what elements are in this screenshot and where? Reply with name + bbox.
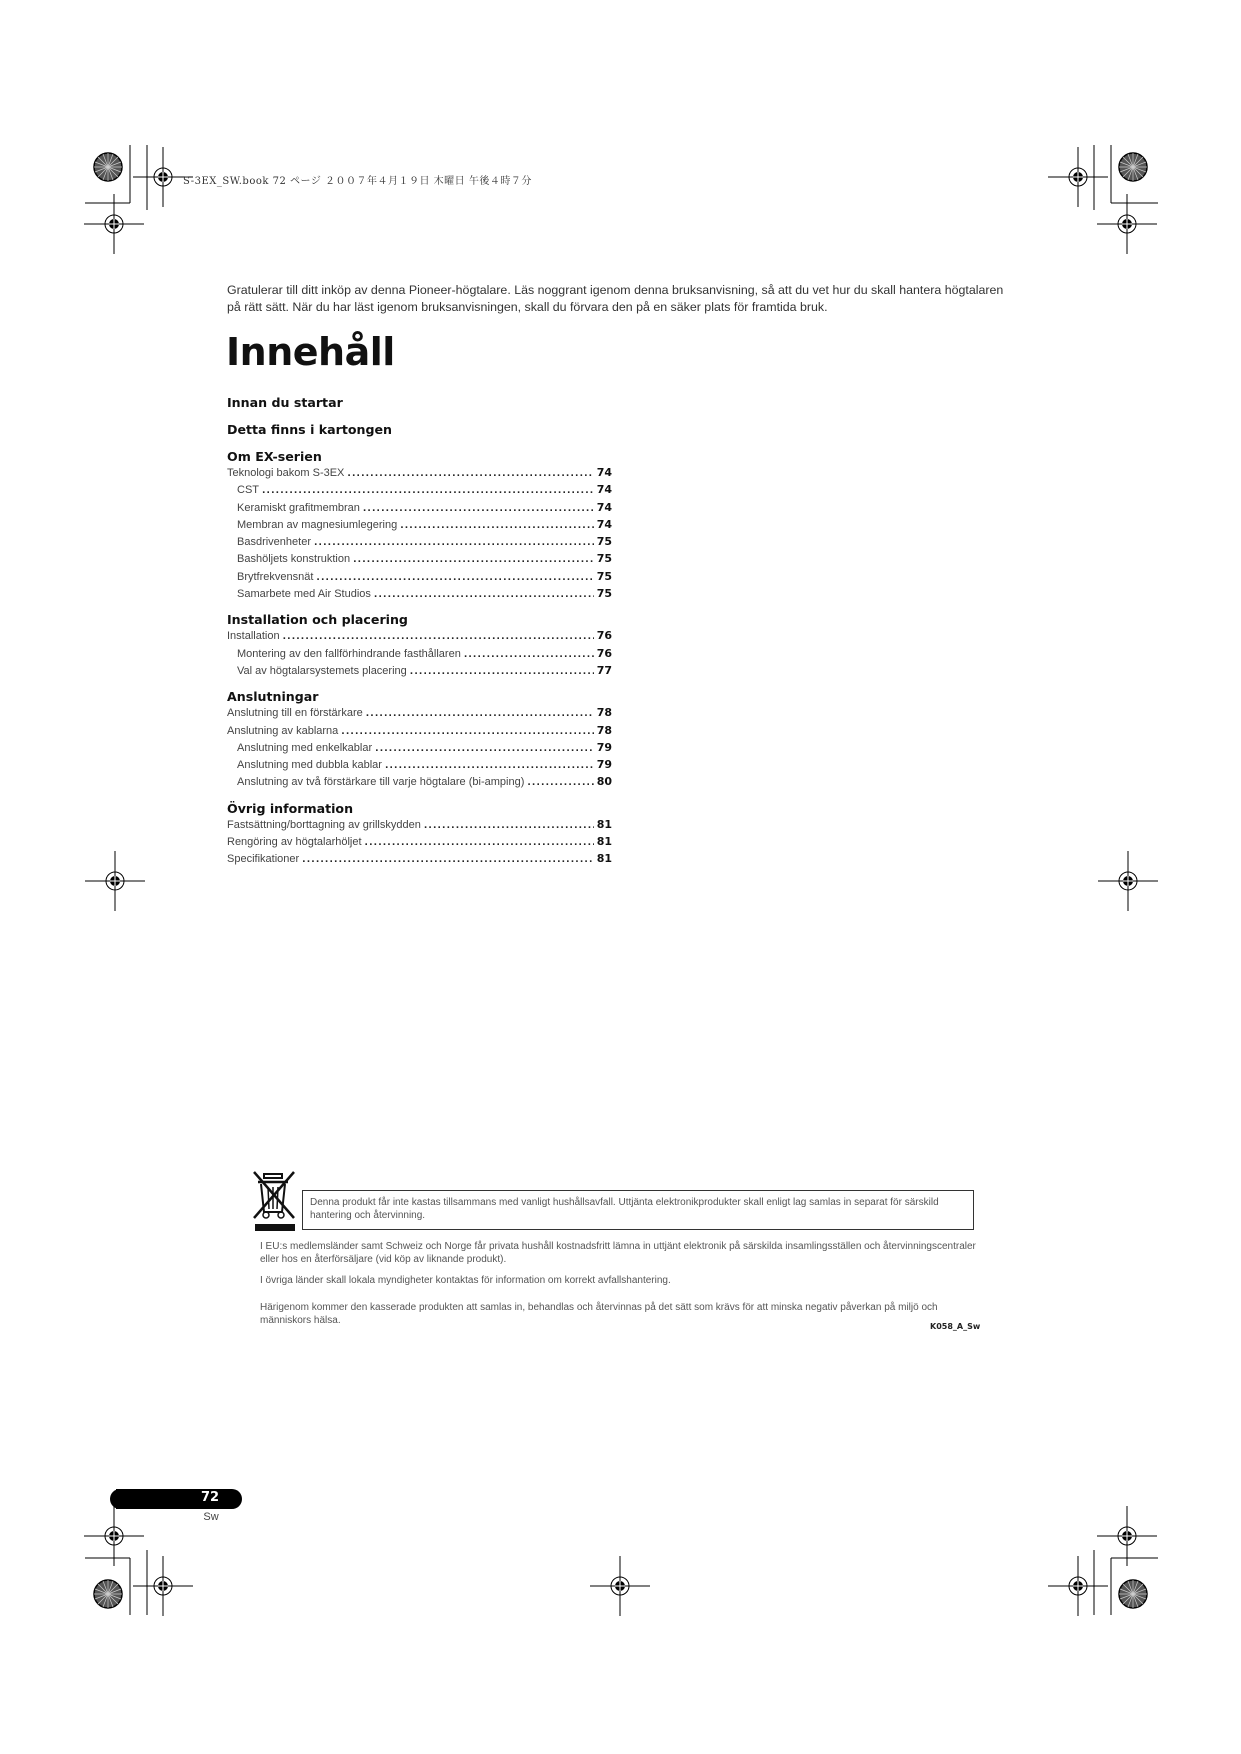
toc-entry-page: 75 <box>596 587 612 601</box>
toc-section-anslutningar <box>227 689 612 791</box>
toc-leader-dots <box>374 588 594 603</box>
toc-section-heading[interactable]: Installation och placering <box>227 612 408 628</box>
toc-leader-dots <box>365 836 594 851</box>
print-header-line: S-3EX_SW.book 72 ページ ２００７年４月１９日 木曜日 午後４時７分 <box>183 176 532 187</box>
toc-entry-page: 79 <box>596 758 612 772</box>
toc-entry-page: 75 <box>596 552 612 566</box>
toc-entry-page: 79 <box>596 740 612 754</box>
toc-leader-dots <box>314 536 594 551</box>
toc-entry[interactable] <box>227 500 612 517</box>
toc-section-heading[interactable]: Detta finns i kartongen <box>227 422 393 437</box>
toc-leader-dots <box>400 519 594 534</box>
toc-entry-label: Anslutning av två förstärkare till varje högtalare (bi-amping) <box>237 776 525 789</box>
toc-section-heading[interactable]: Anslutningar <box>227 689 319 705</box>
toc-entry-page: 75 <box>596 535 612 549</box>
toc-entry[interactable] <box>227 834 612 851</box>
toc-entry-label: Bashöljets konstruktion <box>237 553 351 566</box>
toc-leader-dots <box>262 484 594 499</box>
page-language: Sw <box>203 1511 219 1523</box>
toc-entry-label: Rengöring av högtalarhöljet <box>227 836 362 849</box>
toc-entry-label: Keramiskt grafitmembran <box>237 501 360 514</box>
weee-notice-box: Denna produkt får inte kastas tillsammans med vanligt hushållsavfall. Uttjänta elektronikprodukter skall enligt lag samlas in separat för särskild hantering och återvinning. <box>302 1190 974 1230</box>
toc-leader-dots <box>464 648 594 663</box>
toc-entry[interactable] <box>227 628 612 645</box>
weee-paragraph: I övriga länder skall lokala myndigheter kontaktas för information om korrekt avfallshantering. <box>260 1275 671 1286</box>
toc-entry-page: 78 <box>596 706 612 720</box>
toc-leader-dots <box>385 759 594 774</box>
toc-entry-page: 74 <box>596 500 612 514</box>
page-title: Innehåll <box>226 330 395 374</box>
toc-entry-label: Basdrivenheter <box>237 536 311 549</box>
toc-leader-dots <box>283 630 594 645</box>
toc-section-installation <box>227 612 612 680</box>
toc-entry[interactable] <box>227 482 612 499</box>
toc-leader-dots <box>424 819 594 834</box>
toc-entry-label: Brytfrekvensnät <box>237 570 314 583</box>
page-number: 72 <box>200 1490 220 1505</box>
toc-entry[interactable] <box>227 740 612 757</box>
toc-entry-label: Anslutning med dubbla kablar <box>237 759 382 772</box>
toc-entry-label: Samarbete med Air Studios <box>237 588 371 601</box>
toc-entry-page: 76 <box>596 629 612 643</box>
toc-entry[interactable] <box>227 465 612 482</box>
toc-entry-label: Fastsättning/borttagning av grillskydden <box>227 818 421 831</box>
toc-leader-dots <box>347 467 593 482</box>
toc-leader-dots <box>375 742 594 757</box>
toc-entry-label: Montering av den fallförhindrande fasthållaren <box>237 647 461 660</box>
toc-leader-dots <box>410 665 594 680</box>
toc-entry-page: 81 <box>596 852 612 866</box>
toc-entry[interactable] <box>227 551 612 568</box>
toc-entry[interactable] <box>227 705 612 722</box>
toc-entry-label: Anslutning till en förstärkare <box>227 707 363 720</box>
toc-entry-label: Anslutning av kablarna <box>227 724 339 737</box>
toc-section-heading[interactable]: Övrig information <box>227 800 354 816</box>
toc-entry-page: 80 <box>596 775 612 789</box>
toc-entry[interactable] <box>227 757 612 774</box>
table-of-contents <box>227 395 612 878</box>
toc-entry-label: Val av högtalarsystemets placering <box>237 664 407 677</box>
toc-entry-label: CST <box>237 484 259 497</box>
toc-entry-page: 78 <box>596 723 612 737</box>
toc-entry-label: Specifikationer <box>227 853 300 866</box>
toc-entry-page: 75 <box>596 569 612 583</box>
toc-section-om-ex-serien <box>227 449 612 603</box>
toc-entry[interactable] <box>227 646 612 663</box>
toc-entry-page: 81 <box>596 817 612 831</box>
toc-entry[interactable] <box>227 517 612 534</box>
toc-entry-page: 74 <box>596 466 612 479</box>
toc-leader-dots <box>366 707 594 722</box>
toc-entry-label: Installation <box>227 630 280 643</box>
toc-entry[interactable] <box>227 723 612 740</box>
toc-entry-page: 74 <box>596 517 612 531</box>
toc-entry-label: Teknologi bakom S-3EX <box>227 467 345 479</box>
toc-entry-label: Anslutning med enkelkablar <box>237 741 373 754</box>
crossed-out-bin-icon <box>252 1168 300 1234</box>
toc-section-heading[interactable]: Om EX-serien <box>227 449 322 464</box>
toc-leader-dots <box>341 725 593 740</box>
toc-entry[interactable] <box>227 774 612 791</box>
toc-entry-page: 76 <box>596 646 612 660</box>
toc-entry-page: 81 <box>596 835 612 849</box>
toc-leader-dots <box>302 853 594 868</box>
toc-entry[interactable] <box>227 817 612 834</box>
toc-leader-dots <box>316 571 593 586</box>
toc-entry[interactable] <box>227 663 612 680</box>
document-code: K058_A_Sw <box>930 1322 981 1331</box>
toc-entry[interactable] <box>227 586 612 603</box>
toc-section-ovrig-information <box>227 801 612 869</box>
toc-section-heading[interactable]: Innan du startar <box>227 395 343 410</box>
intro-paragraph: Gratulerar till ditt inköp av denna Pioneer-högtalare. Läs noggrant igenom denna bruksanvisning, så att du vet hur du skall hantera högtalaren på rätt sätt. När du har läst igenom bruksanvisningen, skall du förvara den på en säker plats för framtida bruk. <box>227 283 1004 314</box>
toc-entry-page: 77 <box>596 663 612 677</box>
weee-paragraph: Härigenom kommer den kasserade produkten att samlas in, behandlas och återvinnas på det sätt som krävs för att minska negativ påverkan på miljö och människors hälsa. <box>260 1302 938 1326</box>
weee-paragraph: I EU:s medlemsländer samt Schweiz och Norge får privata hushåll kostnadsfritt lämna in uttjänt elektronik på särskilda insamlingsställen och återvinningscentraler eller hos en återförsäljare (vid köp av liknande produkt). <box>260 1241 976 1265</box>
toc-entry[interactable] <box>227 569 612 586</box>
toc-leader-dots <box>353 553 594 568</box>
toc-entry[interactable] <box>227 534 612 551</box>
toc-entry-page: 74 <box>596 483 612 497</box>
toc-entry-label: Membran av magnesiumlegering <box>237 518 398 531</box>
toc-entry[interactable] <box>227 851 612 868</box>
toc-leader-dots <box>527 776 593 791</box>
toc-leader-dots <box>363 502 594 517</box>
